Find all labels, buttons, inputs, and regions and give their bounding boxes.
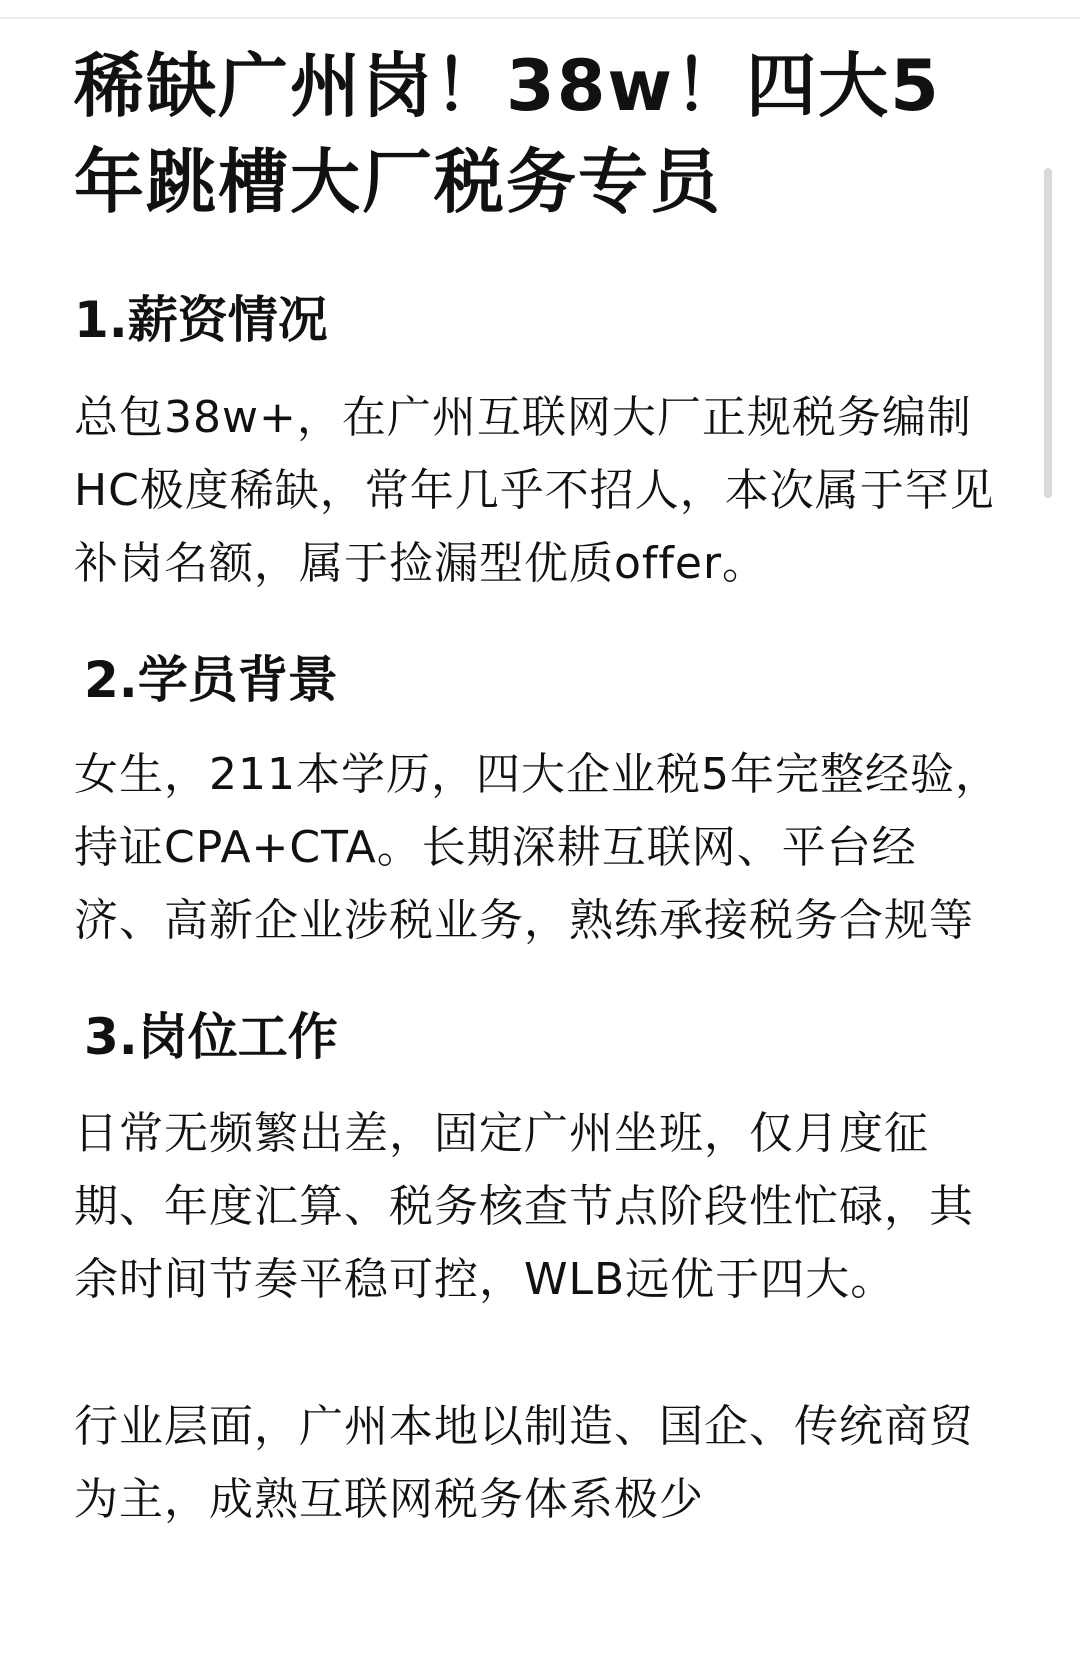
top-divider [0,17,1080,19]
section-body-salary: 总包38w+，在广州互联网大厂正规税务编制HC极度稀缺，常年几乎不招人，本次属于罕见补岗名额，属于捡漏型优质offer。 [74,392,995,589]
article-body [74,38,1004,1536]
article-title: 稀缺广州岗！38w！四大5年跳槽大厂税务专员 [74,45,941,223]
section-heading-background: 2.学员背景 [84,651,338,709]
section-heading-job: 3.岗位工作 [84,1008,338,1066]
section-body-job: 日常无频繁出差，固定广州坐班，仅月度征期、年度汇算、税务核查节点阶段性忙碌，其余时间节奏平稳可控，WLB远优于四大。 [74,1108,974,1305]
scrollbar[interactable] [1044,168,1052,498]
industry-paragraph: 行业层面，广州本地以制造、国企、传统商贸为主，成熟互联网税务体系极少 [74,1401,974,1525]
scrollbar-thumb[interactable] [1044,168,1052,498]
section-heading-salary: 1.薪资情况 [74,291,328,349]
section-body-background: 女生，211本学历，四大企业税5年完整经验，持证CPA+CTA。长期深耕互联网、平台经济、高新企业涉税业务，熟练承接税务合规等 [74,749,1000,946]
